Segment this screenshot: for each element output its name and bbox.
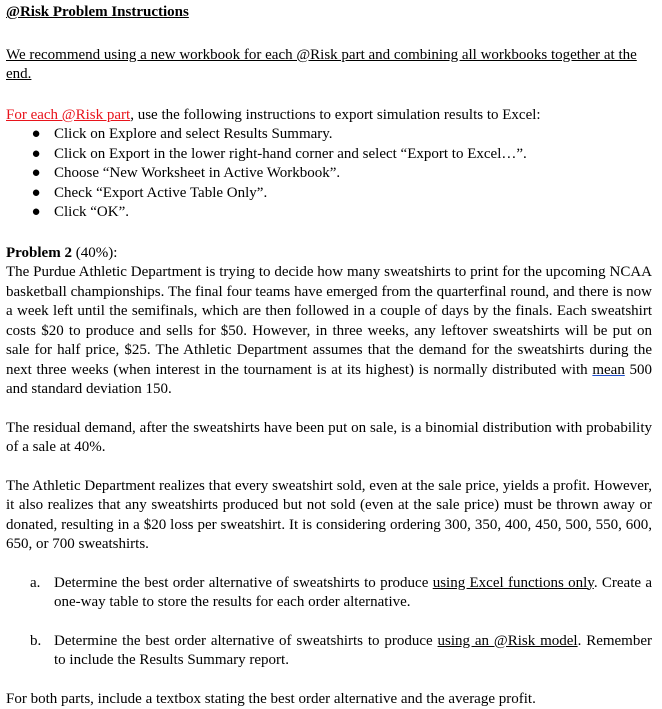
export-instructions-intro: [6, 106, 652, 126]
bullet-icon: ●: [30, 184, 42, 204]
residual-demand-paragraph: The residual demand, after the sweatshirts have been put on sale, is a binomial distribution with probability of a sale at 40%.: [6, 419, 652, 458]
export-step: ● Choose “New Worksheet in Active Workbook”.: [6, 164, 652, 184]
export-step: ● Check “Export Active Table Only”.: [6, 184, 652, 204]
export-step: ● Click on Explore and select Results Summary.: [6, 125, 652, 145]
task-label: a.: [30, 574, 40, 594]
task-list: [6, 574, 652, 671]
excel-functions-requirement: using Excel functions only: [433, 575, 594, 591]
problem-description: The Purdue Athletic Department is trying to decide how many sweatshirts to print for the upcoming NCAA basketball championships. The final four teams have emerged from the quarterfinal round, and there is now a week left until the semifinals, which are then followed in a couple of days by the finals. Each sweatshirt costs $20 to produce and sells for $50. However, in three weeks, any leftover sweatshirts will be put on sale for half price, $25. The Athletic Department assumes that the demand for the sweatshirts during the next three weeks (when interest in the tournament is at its highest) is normally distributed with mean 500 and standard deviation 150.: [6, 263, 652, 400]
bullet-icon: ●: [30, 164, 42, 184]
export-step: ● Click on Export in the lower right-hand corner and select “Export to Excel…”.: [6, 145, 652, 165]
order-alternatives-paragraph: The Athletic Department realizes that every sweatshirt sold, even at the sale price, yields a profit. However, it also realizes that any sweatshirts produced but not sold (even at the sale price) must be thrown away or donated, resulting in a $20 loss per sweatshirt. It is considering ordering 300, 350, 400, 450, 500, 550, 600, 650, or 700 sweatshirts.: [6, 477, 652, 555]
bullet-icon: ●: [30, 203, 42, 223]
instructions-lead-text: , use the following instructions to export simulation results to Excel:: [130, 107, 540, 123]
mean-word: mean: [592, 362, 624, 378]
workbook-recommendation: We recommend using a new workbook for each @Risk part and combining all workbooks together at the end.: [6, 46, 652, 85]
bullet-icon: ●: [30, 125, 42, 145]
document-title: @Risk Problem Instructions: [6, 3, 652, 23]
problem-number: Problem 2: [6, 245, 72, 261]
risk-model-requirement: using an @Risk model: [438, 633, 578, 649]
bullet-icon: ●: [30, 145, 42, 165]
task-label: b.: [30, 632, 41, 652]
task-item-b: b. Determine the best order alternative of sweatshirts to produce using an @Risk model. Remember to include the Results Summary report.: [6, 632, 652, 671]
closing-instruction: For both parts, include a textbox stating the best order alternative and the average profit.: [6, 690, 652, 709]
export-steps-list: [6, 125, 652, 223]
problem-heading: [6, 244, 652, 264]
for-each-risk-part-highlight: For each @Risk part: [6, 107, 130, 123]
task-item-a: a. Determine the best order alternative of sweatshirts to produce using Excel functions only. Create a one-way table to store the results for each order alternative.: [6, 574, 652, 613]
export-step: ● Click “OK”.: [6, 203, 652, 223]
problem-weight: (40%):: [72, 245, 117, 261]
